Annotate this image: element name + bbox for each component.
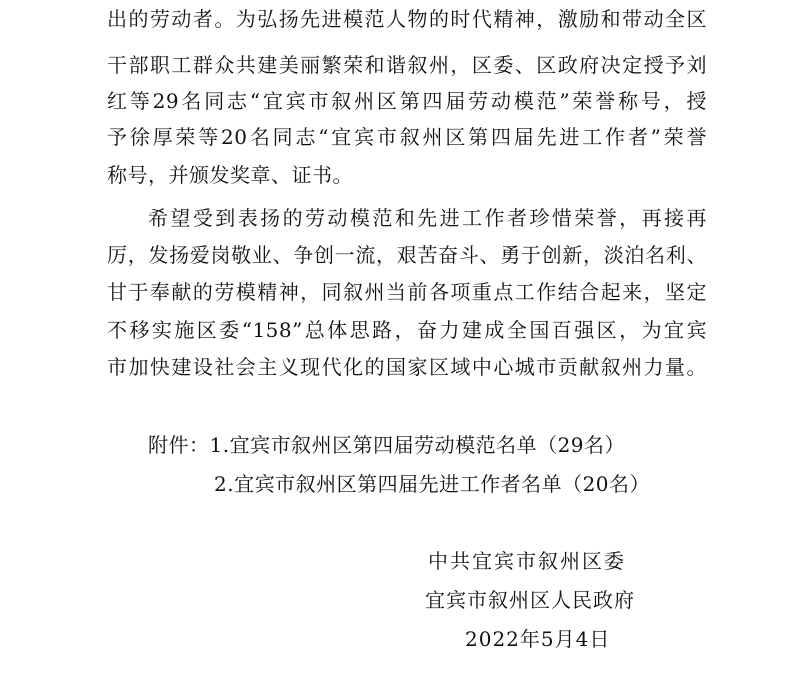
- paragraph-2-line-1: 希望受到表扬的劳动模范和先进工作者珍惜荣誉，再接再: [148, 206, 707, 230]
- paragraph-2-line-4: 不移实施区委“158”总体思路，奋力建成全国百强区，为宜宾: [107, 318, 707, 342]
- paragraph-1-line-5: 称号，并颁发奖章、证书。: [107, 163, 353, 187]
- paragraph-2-line-5: 市加快建设社会主义现代化的国家区域中心城市贡献叙州力量。: [107, 355, 707, 379]
- issuer-district-government: 宜宾市叙州区人民政府: [425, 588, 635, 612]
- attachment-item-2: 2.宜宾市叙州区第四届先进工作者名单（20名）: [214, 472, 651, 496]
- paragraph-1-line-4: 予徐厚荣等20名同志“宜宾市叙州区第四届先进工作者”荣誉: [107, 125, 707, 149]
- attachment-label: 附件：: [148, 433, 210, 457]
- attachment-item-1: 1.宜宾市叙州区第四届劳动模范名单（29名）: [209, 433, 626, 457]
- issuer-party-committee: 中共宜宾市叙州区委: [428, 549, 626, 573]
- paragraph-2-line-2: 厉，发扬爱岗敬业、争创一流，艰苦奋斗、勇于创新，淡泊名利、: [107, 243, 707, 267]
- paragraph-2-line-3: 甘于奉献的劳模精神，同叙州当前各项重点工作结合起来，坚定: [107, 280, 707, 304]
- attachment-list-1: [148, 433, 625, 457]
- issue-date: 2022年5月4日: [465, 627, 611, 651]
- paragraph-1-line-3: 红等29名同志“宜宾市叙州区第四届劳动模范”荣誉称号，授: [107, 89, 707, 113]
- paragraph-1-line-2: 干部职工群众共建美丽繁荣和谐叙州，区委、区政府决定授予刘: [107, 53, 707, 77]
- paragraph-1-line-1: 出的劳动者。为弘扬先进模范人物的时代精神，激励和带动全区: [107, 7, 707, 31]
